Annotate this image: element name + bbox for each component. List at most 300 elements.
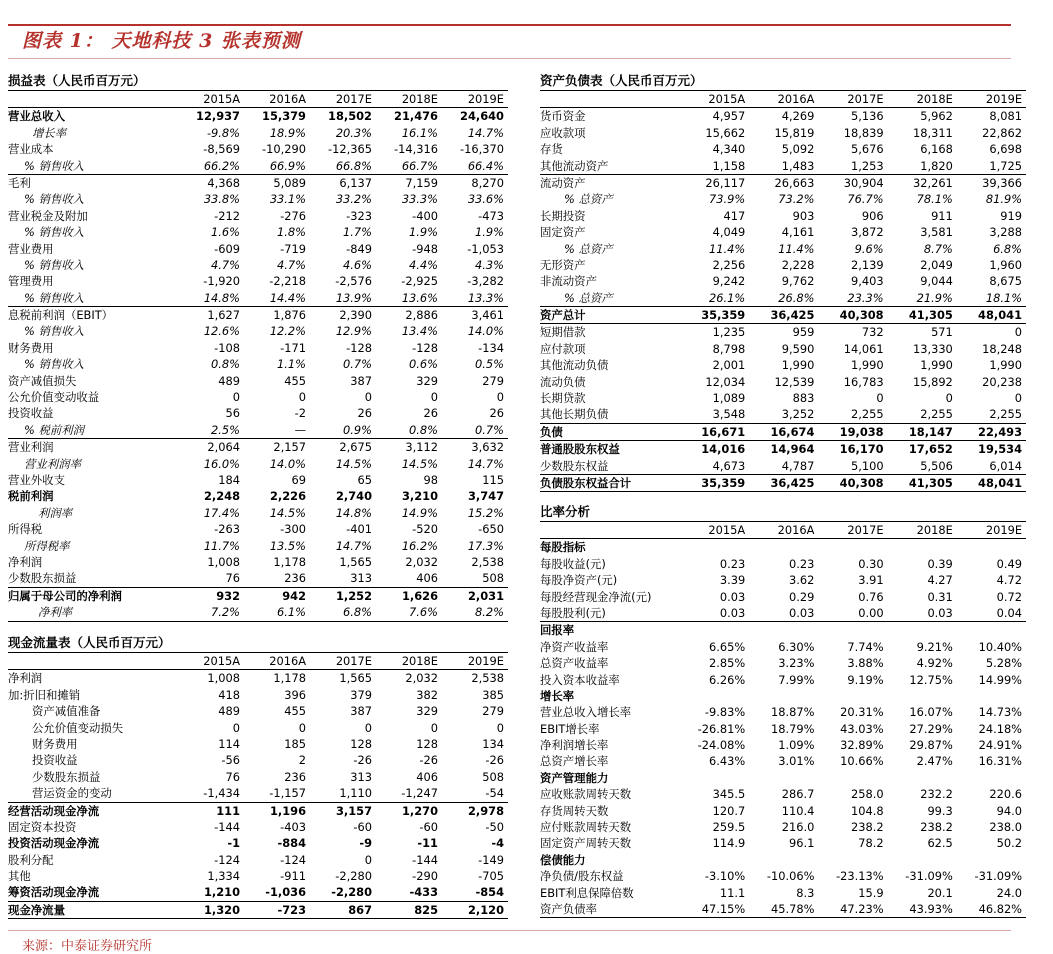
value-cell: 14.5% [335, 456, 372, 471]
value-cell: 2,256 [712, 257, 746, 272]
row-label: % 销售收入 [24, 225, 85, 240]
value-cell: 94.0 [996, 803, 1023, 818]
value-cell: 17.4% [203, 505, 240, 520]
value-cell: 24.18% [978, 721, 1023, 736]
value-cell: 73.2% [778, 192, 815, 207]
value-cell: -4 [491, 836, 504, 851]
value-cell: 1,253 [851, 158, 884, 173]
row-label: 加:折旧和摊销 [8, 687, 81, 702]
value-cell: 1,178 [273, 671, 306, 686]
value-cell: 2,032 [405, 554, 438, 569]
value-cell: 1.9% [409, 225, 438, 240]
value-cell: 0.04 [996, 605, 1023, 620]
table-row [8, 340, 508, 356]
row-label: 投资收益 [8, 406, 54, 421]
value-cell: 3,872 [851, 225, 884, 240]
table-row [540, 770, 1026, 786]
row-label: 资产减值损失 [8, 373, 77, 388]
value-cell: 16.0% [203, 456, 240, 471]
table-row [540, 191, 1026, 207]
table-row [540, 589, 1026, 605]
value-cell: 258.0 [851, 787, 884, 802]
year-header-row [8, 653, 508, 670]
row-label: 管理费用 [8, 274, 54, 289]
header-label-cell [540, 522, 680, 538]
table-row [540, 273, 1026, 289]
value-cell: 33.6% [467, 192, 504, 207]
year-header-cell: 2018E [916, 523, 953, 537]
row-label: 每股净资产(元) [540, 573, 618, 588]
value-cell: 508 [482, 571, 504, 586]
value-cell: 33.1% [269, 192, 306, 207]
table-row [8, 720, 508, 736]
row-label: 投资活动现金净流 [8, 836, 100, 851]
value-cell: 15,662 [705, 125, 746, 140]
value-cell: 10.40% [978, 639, 1023, 654]
value-cell: 6.26% [709, 672, 746, 687]
value-cell: 73.9% [709, 192, 746, 207]
table-row [8, 373, 508, 389]
value-cell: 2,538 [471, 671, 504, 686]
value-cell: 15,892 [912, 374, 953, 389]
value-cell: 406 [416, 571, 438, 586]
year-header-cell: 2018E [916, 92, 953, 106]
title-bottom-rule [8, 58, 1011, 59]
value-cell: -26 [419, 753, 438, 768]
value-cell: 7.2% [211, 605, 240, 620]
value-cell: 11.4% [709, 241, 746, 256]
value-cell [749, 622, 818, 638]
value-cell: 1,990 [781, 358, 815, 373]
table-row [540, 474, 1026, 492]
value-cell: 4.4% [409, 257, 438, 272]
value-cell: 35,359 [701, 308, 746, 323]
value-cell: 40,308 [839, 475, 884, 490]
value-cell: 1,089 [712, 391, 746, 406]
value-cell: 56 [225, 406, 240, 421]
table-row [540, 885, 1026, 901]
value-cell: -124 [280, 852, 306, 867]
value-cell: 24,640 [460, 109, 504, 124]
value-cell: 571 [931, 325, 953, 340]
table-row [8, 736, 508, 752]
value-cell: 4.92% [916, 656, 953, 671]
value-cell: 15,819 [774, 125, 815, 140]
table-row [8, 125, 508, 141]
table-row [540, 688, 1026, 704]
row-label: 公允价值变动收益 [8, 390, 100, 405]
footer-rule [8, 930, 1011, 931]
value-cell: 3,210 [401, 489, 438, 504]
value-cell: 10.66% [840, 754, 884, 769]
value-cell: 236 [284, 769, 306, 784]
table-row [8, 174, 508, 191]
value-cell: 128 [416, 736, 438, 751]
row-label: 营业利润率 [24, 456, 81, 471]
table-row [540, 390, 1026, 406]
value-cell: 2,255 [989, 407, 1023, 422]
value-cell: 2,978 [467, 803, 504, 818]
table-row [8, 356, 508, 372]
value-cell: 417 [723, 208, 746, 223]
table-row [8, 422, 508, 438]
table-row [540, 306, 1026, 324]
value-cell: 0 [876, 391, 884, 406]
value-cell: 14.7% [467, 125, 504, 140]
value-cell: 232.2 [920, 787, 953, 802]
value-cell: 6,014 [989, 458, 1023, 473]
value-cell: 1,252 [335, 588, 372, 603]
year-header-cell: 2015A [203, 654, 240, 668]
row-label: 资产负债率 [540, 901, 597, 916]
value-cell: 2,390 [339, 308, 372, 323]
row-label: 资产总计 [540, 308, 586, 323]
value-cell: 0.49 [996, 556, 1023, 571]
table-row [8, 570, 508, 586]
value-cell: 2,228 [781, 257, 815, 272]
table-row [8, 752, 508, 768]
value-cell: 50.2 [996, 836, 1023, 851]
value-cell [957, 770, 1026, 786]
value-cell: 6.8% [343, 605, 372, 620]
value-cell: 14.8% [335, 505, 372, 520]
value-cell: 5,100 [851, 458, 884, 473]
year-header-cell: 2017E [335, 654, 372, 668]
value-cell: 9.19% [847, 672, 884, 687]
balance-sheet-table [540, 72, 1026, 492]
value-cell [957, 688, 1026, 704]
value-cell: 825 [414, 902, 438, 917]
value-cell [818, 539, 887, 555]
value-cell: 26 [423, 406, 438, 421]
value-cell: -911 [280, 869, 306, 884]
value-cell: 65 [357, 472, 372, 487]
table-row [540, 440, 1026, 457]
ratio-analysis-table [540, 503, 1026, 918]
value-cell: 30,904 [843, 175, 884, 190]
row-label: 短期借款 [540, 325, 586, 340]
year-header-cell: 2016A [777, 523, 815, 537]
table-row [8, 241, 508, 257]
table-row [8, 505, 508, 521]
value-cell: 18.9% [269, 125, 306, 140]
value-cell: 26 [489, 406, 504, 421]
value-cell: -290 [412, 869, 438, 884]
value-cell: 3.91 [858, 573, 884, 588]
value-cell: 1,725 [989, 158, 1023, 173]
value-cell: 0.03 [789, 605, 815, 620]
value-cell: 279 [482, 373, 504, 388]
value-cell: 4.3% [475, 257, 504, 272]
year-header-cell: 2016A [777, 92, 815, 106]
value-cell: 43.93% [909, 901, 953, 916]
value-cell: 114.9 [712, 836, 746, 851]
value-cell: 2.47% [916, 754, 953, 769]
row-label: 负债股东权益合计 [540, 475, 632, 490]
row-label: 净利润增长率 [540, 738, 609, 753]
value-cell: -1,920 [203, 274, 240, 289]
value-cell: 1.8% [277, 225, 306, 240]
table-row [540, 721, 1026, 737]
row-label: 回报率 [540, 623, 575, 638]
row-label: % 销售收入 [24, 257, 85, 272]
value-cell: 120.7 [712, 803, 746, 818]
value-cell: 6.65% [709, 639, 746, 654]
row-label: 筹资活动现金净流 [8, 885, 100, 900]
value-cell: 16.1% [401, 125, 438, 140]
value-cell: 24.0 [996, 885, 1023, 900]
value-cell: 4,368 [207, 175, 240, 190]
row-label: 利润率 [38, 505, 73, 520]
row-label: 公允价值变动损失 [32, 720, 124, 735]
value-cell: 3,288 [989, 225, 1023, 240]
value-cell: 76.7% [847, 192, 884, 207]
value-cell: 2,226 [269, 489, 306, 504]
value-cell: 8.3 [796, 885, 815, 900]
value-cell: 17.3% [467, 538, 504, 553]
value-cell: 3,157 [335, 803, 372, 818]
value-cell: 3,747 [467, 489, 504, 504]
value-cell: 9,044 [920, 274, 953, 289]
value-cell [957, 852, 1026, 868]
value-cell: 455 [284, 704, 306, 719]
value-cell: 0 [298, 720, 306, 735]
value-cell: 5,506 [920, 458, 953, 473]
value-cell: 0.6% [409, 357, 438, 372]
value-cell: 15,379 [262, 109, 306, 124]
value-cell [888, 852, 957, 868]
table-row [8, 604, 508, 621]
value-cell: 78.1% [916, 192, 953, 207]
value-cell: 313 [350, 769, 372, 784]
table-row [8, 703, 508, 719]
table-row [8, 670, 508, 686]
value-cell: 0.76 [858, 589, 884, 604]
table-row [540, 605, 1026, 621]
value-cell: -23.13% [836, 869, 884, 884]
value-cell: 2,049 [920, 257, 953, 272]
row-label: 偿债能力 [540, 852, 586, 867]
value-cell: 111 [216, 803, 240, 818]
row-label: 存货周转天数 [540, 803, 609, 818]
value-cell: 0.8% [211, 357, 240, 372]
value-cell: -56 [221, 753, 240, 768]
value-cell: 4,049 [712, 225, 746, 240]
value-cell: 0.39 [927, 556, 953, 571]
row-label: 流动负债 [540, 374, 586, 389]
value-cell: -128 [346, 340, 372, 355]
value-cell: 1,990 [851, 358, 884, 373]
table-row [540, 639, 1026, 655]
value-cell: 2 [298, 753, 306, 768]
value-cell: 2,740 [335, 489, 372, 504]
row-label: 其他流动资产 [540, 158, 609, 173]
value-cell: 3,252 [781, 407, 815, 422]
value-cell: -1,053 [467, 241, 504, 256]
table-row [540, 655, 1026, 671]
value-cell: 3.23% [778, 656, 815, 671]
value-cell: 66.2% [203, 158, 240, 173]
year-header-cell: 2016A [269, 92, 306, 106]
value-cell: 1,990 [920, 358, 953, 373]
table-row [540, 406, 1026, 422]
value-cell: 8,081 [989, 109, 1023, 124]
value-cell: -2,280 [331, 885, 372, 900]
value-cell: 2.85% [709, 656, 746, 671]
value-cell: 48,041 [978, 308, 1023, 323]
row-label: 经营活动现金净流 [8, 803, 100, 818]
table-row [8, 587, 508, 604]
row-label: 长期贷款 [540, 391, 586, 406]
row-label: 归属于母公司的净利润 [8, 588, 122, 603]
value-cell: 5,092 [781, 142, 815, 157]
value-cell: 508 [482, 769, 504, 784]
table-row [540, 174, 1026, 191]
table-row [540, 672, 1026, 688]
value-cell: -16,370 [460, 142, 504, 157]
value-cell: 12.6% [203, 324, 240, 339]
value-cell: 27.29% [909, 721, 953, 736]
value-cell: 906 [861, 208, 884, 223]
value-cell: 0 [496, 720, 504, 735]
value-cell: 39,366 [982, 175, 1023, 190]
value-cell: 8.2% [475, 605, 504, 620]
row-label: 少数股东权益 [540, 458, 609, 473]
value-cell: -1,036 [265, 885, 306, 900]
row-label: 非流动资产 [540, 274, 597, 289]
table-row [540, 458, 1026, 474]
value-cell: 20,238 [982, 374, 1023, 389]
row-label: 增长率 [32, 125, 67, 140]
value-cell: 406 [416, 769, 438, 784]
table-row [540, 224, 1026, 240]
value-cell: 418 [218, 687, 240, 702]
value-cell: 13.4% [401, 324, 438, 339]
value-cell: 0.23 [719, 556, 746, 571]
value-cell: -1 [227, 836, 240, 851]
value-cell: 81.9% [985, 192, 1023, 207]
value-cell: 959 [792, 325, 815, 340]
value-cell: 238.0 [989, 820, 1023, 835]
value-cell: 18,839 [843, 125, 884, 140]
row-label: % 总资产 [564, 290, 613, 305]
row-label: EBIT增长率 [540, 721, 600, 736]
value-cell: 3.62 [789, 573, 815, 588]
value-cell: -276 [280, 208, 306, 223]
table-row [540, 357, 1026, 373]
value-cell: 2,886 [405, 308, 438, 323]
value-cell: 13.6% [401, 290, 438, 305]
value-cell: -2,576 [335, 274, 372, 289]
value-cell: -849 [346, 241, 372, 256]
value-cell: 2,248 [203, 489, 240, 504]
value-cell: 259.5 [712, 820, 746, 835]
value-cell: 62.5 [927, 836, 953, 851]
table-row [540, 901, 1026, 918]
value-cell [818, 852, 887, 868]
row-label: 流动资产 [540, 175, 586, 190]
value-cell: 6.43% [709, 754, 746, 769]
value-cell: 14,016 [701, 442, 746, 457]
value-cell: 732 [861, 325, 884, 340]
value-cell: -609 [214, 241, 240, 256]
value-cell: 1,626 [401, 588, 438, 603]
value-cell: 18.1% [985, 290, 1023, 305]
value-cell: 1,565 [339, 554, 372, 569]
value-cell: 4.27 [927, 573, 953, 588]
year-header-cell: 2019E [985, 523, 1023, 537]
value-cell: 13.9% [335, 290, 372, 305]
table-row [8, 472, 508, 488]
value-cell: 43.03% [840, 721, 884, 736]
row-label: 长期投资 [540, 208, 586, 223]
value-cell: 12,539 [774, 374, 815, 389]
source-note: 来源：中泰证券研究所 [22, 939, 153, 954]
value-cell: -1,434 [203, 786, 240, 801]
value-cell: 8.7% [923, 241, 953, 256]
value-cell: -2 [294, 406, 306, 421]
value-cell: 20.3% [335, 125, 372, 140]
row-label: 净利润 [8, 554, 43, 569]
row-label: 净利润 [8, 671, 43, 686]
table-row [540, 257, 1026, 273]
table-row [540, 341, 1026, 357]
value-cell: 3,112 [405, 440, 438, 455]
value-cell: 919 [1000, 208, 1023, 223]
row-label: 息税前利润（EBIT） [8, 308, 114, 323]
value-cell: -128 [412, 340, 438, 355]
row-label: 普通股股东权益 [540, 442, 620, 457]
value-cell [680, 688, 749, 704]
value-cell: 99.3 [927, 803, 953, 818]
row-label: 所得税 [8, 522, 43, 537]
value-cell: 1,196 [269, 803, 306, 818]
row-label: 少数股东损益 [8, 571, 77, 586]
value-cell: 1,876 [273, 308, 306, 323]
value-cell: -9 [359, 836, 372, 851]
table-row [540, 539, 1026, 555]
value-cell: 18,311 [912, 125, 953, 140]
value-cell: 19,534 [978, 442, 1023, 457]
table-row [8, 868, 508, 884]
table-row [540, 290, 1026, 306]
table-row [8, 835, 508, 851]
value-cell: 0.03 [927, 605, 953, 620]
table-row [540, 324, 1026, 340]
value-cell: 455 [284, 373, 306, 388]
row-label: 每股收益(元) [540, 556, 606, 571]
value-cell: 14.4% [269, 290, 306, 305]
value-cell: 0.7% [343, 357, 372, 372]
value-cell: 4.7% [277, 257, 306, 272]
value-cell: 0.29 [789, 589, 815, 604]
row-label: 固定资产 [540, 225, 586, 240]
figure-title: 图表 1： 天地科技 3 张表预测 [22, 30, 301, 52]
table-row [540, 819, 1026, 835]
value-cell: 66.8% [335, 158, 372, 173]
value-cell: 1,820 [920, 158, 953, 173]
value-cell: 2,538 [471, 554, 504, 569]
value-cell: 1,235 [712, 325, 746, 340]
value-cell: 4,787 [781, 458, 815, 473]
table-row [8, 488, 508, 504]
value-cell: 489 [218, 373, 240, 388]
value-cell: 12.9% [335, 324, 372, 339]
cashflow-statement-table [8, 634, 508, 919]
value-cell: 14.8% [203, 290, 240, 305]
row-label: 每股指标 [540, 540, 586, 555]
value-cell: -9.8% [206, 125, 240, 140]
